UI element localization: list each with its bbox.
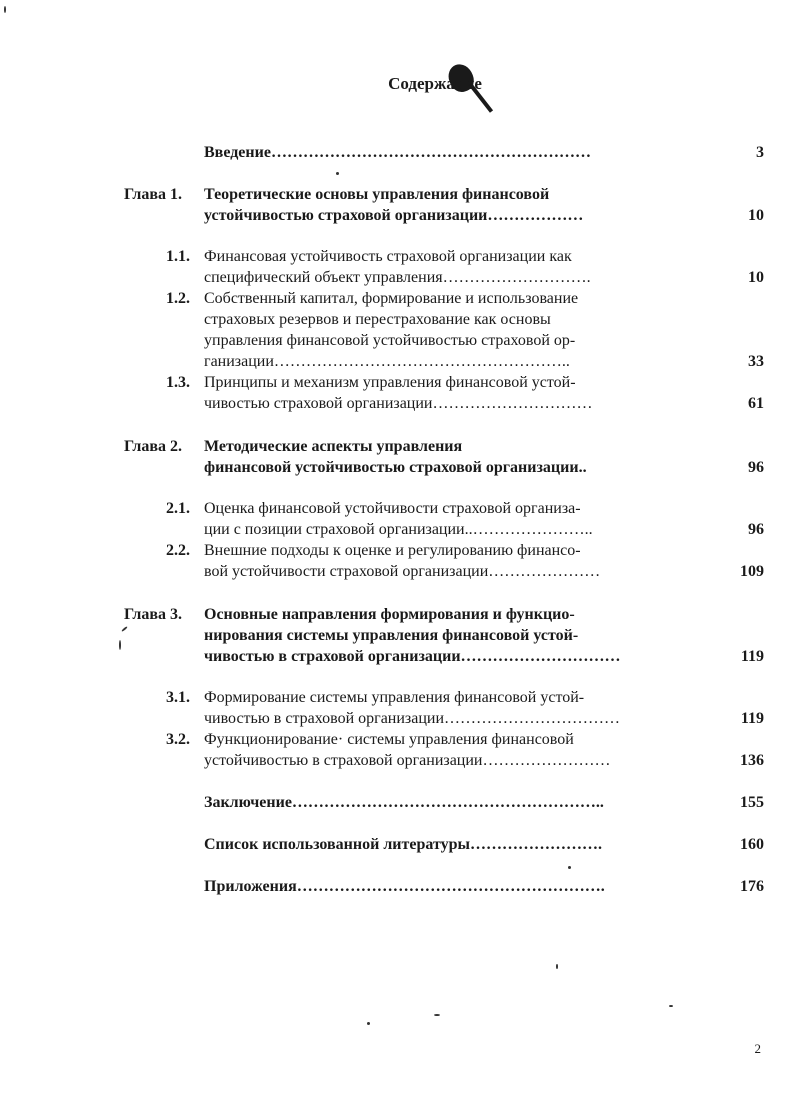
toc-entry-line: Основные направления формирования и функцио- [204,606,575,623]
toc-entry-text [204,372,664,414]
scan-speck [367,1022,370,1025]
toc-entry-line: Список использованной литературы……………………. [204,836,602,853]
toc-entry-line: Функционирование· системы управления финансовой [204,731,574,748]
toc-entry-text [204,729,664,771]
toc-page-number: 10 [748,207,764,224]
toc-entry-text [204,288,664,372]
toc-page-number: 155 [740,794,764,811]
toc-entry-text [204,604,664,667]
toc-entry-line: ганизации……………………………………………….. [204,353,570,370]
scan-speck [119,640,121,650]
toc-entry-line: финансовой устойчивостью страховой организации.. [204,459,587,476]
toc-page-number: 119 [740,710,764,727]
toc-page-number: 96 [748,459,764,476]
toc-section-label: 2.1. [166,500,190,517]
toc-section-label: 3.2. [166,731,190,748]
toc-entry-text [204,876,664,897]
toc-entry-line: чивостью в страховой организации…………………………… [204,710,621,727]
toc-entry-text [204,687,664,729]
toc-entry-line: Методические аспекты управления [204,438,463,455]
toc-entry-line: специфический объект управления………………………. [204,269,591,286]
toc-entry-line: Оценка финансовой устойчивости страховой организа- [204,500,581,517]
toc-page-number: 119 [740,648,764,665]
toc-page-number: 176 [740,878,764,895]
page-number: 2 [754,1041,761,1056]
page-title: Содержание [388,74,482,93]
toc-entry-line: Внешние подходы к оценке и регулированию финансо- [204,542,581,559]
scan-speck [434,1014,440,1016]
toc-page-number: 3 [756,144,764,161]
toc-entry-text [204,498,664,540]
toc-page-number: 96 [748,521,764,538]
toc-section-label: 1.3. [166,374,190,391]
toc-section-label: 1.2. [166,290,190,307]
scan-speck [556,964,558,969]
toc-entry-text [204,436,664,478]
toc-entry-line: ции с позиции страховой организации..………………….. [204,521,593,538]
toc-entry-line: устойчивостью страховой организации……………… [204,207,584,224]
toc-entry-line: Финансовая устойчивость страховой организации как [204,248,572,265]
toc-section-label: 3.1. [166,689,190,706]
toc-entry-line: страховых резервов и перестрахование как основы [204,311,551,328]
toc-entry-line: Приложения…………………………………………………. [204,878,605,895]
toc-page-number: 109 [740,563,764,580]
toc-page-number: 61 [748,395,764,412]
toc-chapter-label: Глава 2. [124,438,182,455]
toc-entry-line: Принципы и механизм управления финансовой устой- [204,374,576,391]
toc-entry-text [204,792,664,813]
toc-section-label: 2.2. [166,542,190,559]
toc-entry-line: Заключение………………………………………………….. [204,794,604,811]
toc-page-number: 33 [748,353,764,370]
toc-entry-text [204,142,664,163]
toc-entry-text [204,246,664,288]
scan-speck [568,866,571,869]
toc-page-number: 136 [740,752,764,769]
toc-entry-text [204,540,664,582]
toc-entry-text [204,184,664,226]
toc-chapter-label: Глава 1. [124,186,182,203]
toc-entry-line: Собственный капитал, формирование и использование [204,290,579,307]
toc-section-label: 1.1. [166,248,190,265]
toc-entry-line: Введение…………………………………………………… [204,144,591,161]
toc-entry-line: чивостью в страховой организации………………………… [204,648,621,665]
toc-entry-line: нирования системы управления финансовой устой- [204,627,579,644]
scan-speck [336,172,339,175]
scan-speck [669,1005,673,1007]
toc-entry-line: устойчивостью в страховой организации…………………… [204,752,611,769]
toc-page-number: 160 [740,836,764,853]
scan-speck [121,626,128,632]
toc-entry-text [204,834,664,855]
toc-entry-line: управления финансовой устойчивостью страховой ор- [204,332,576,349]
toc-entry-line: Теоретические основы управления финансовой [204,186,550,203]
toc-chapter-label: Глава 3. [124,606,182,623]
toc-entry-line: Формирование системы управления финансовой устой- [204,689,585,706]
scan-speck [4,6,6,13]
toc-entry-line: вой устойчивости страховой организации………………… [204,563,601,580]
toc-page-number: 10 [748,269,764,286]
toc-entry-line: чивостью страховой организации………………………… [204,395,593,412]
